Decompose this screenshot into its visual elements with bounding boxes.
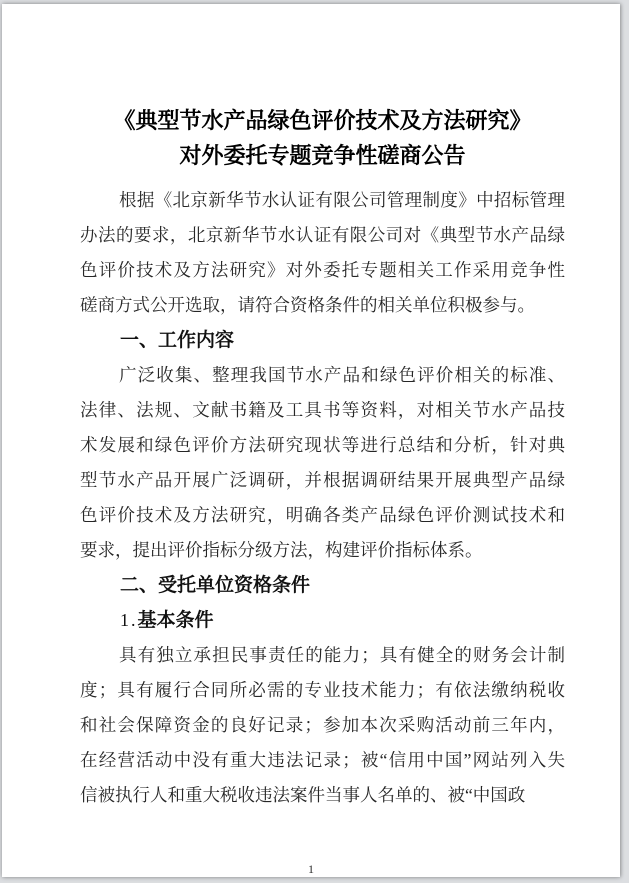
- body-line: 型节水产品开展广泛调研，并根据调研结果开展典型产品绿: [80, 470, 565, 490]
- section-heading-3: [80, 603, 565, 638]
- body-line: 术发展和绿色评价方法研究现状等进行总结和分析，针对典: [80, 435, 565, 455]
- heading-number: 1.: [120, 610, 138, 630]
- heading-label: 基本条件: [137, 610, 214, 631]
- body-line: 度；具有履行合同所必需的专业技术能力；有依法缴纳税收: [80, 680, 565, 700]
- body-line: 信被执行人和重大税收违法案件当事人名单的、被“中国政: [80, 785, 526, 805]
- body-line: 办法的要求，北京新华节水认证有限公司对《典型节水产品绿: [80, 225, 565, 245]
- paragraph-1: [80, 183, 565, 323]
- body-line: 色评价技术及方法研究》对外委托专题相关工作采用竞争性: [80, 260, 565, 280]
- title-line-2: 对外委托专题竞争性磋商公告: [179, 143, 466, 168]
- section-heading-2: 二、受托单位资格条件: [120, 575, 311, 596]
- document-page: [2, 4, 620, 877]
- document-title: [80, 103, 565, 173]
- section-heading-1: 一、工作内容: [120, 330, 235, 351]
- body-line: 在经营活动中没有重大违法记录；被“信用中国”网站列入失: [80, 750, 565, 770]
- body-line: 广泛收集、整理我国节水产品和绿色评价相关的标准、: [119, 365, 565, 385]
- paragraph-2: [80, 358, 565, 568]
- body-line: 法律、法规、文献书籍及工具书等资料，对相关节水产品技: [80, 400, 565, 420]
- page-content: [2, 4, 620, 813]
- title-line-1: 《典型节水产品绿色评价技术及方法研究》: [113, 108, 532, 133]
- body-line: 要求，提出评价指标分级方法，构建评价指标体系。: [80, 540, 483, 560]
- paragraph-3: [80, 638, 565, 813]
- body-line: 和社会保障资金的良好记录；参加本次采购活动前三年内，: [80, 715, 565, 735]
- page-number: 1: [308, 862, 314, 876]
- body-line: 具有独立承担民事责任的能力；具有健全的财务会计制: [119, 645, 565, 665]
- body-line: 磋商方式公开选取，请符合资格条件的相关单位积极参与。: [80, 295, 535, 315]
- body-line: 色评价技术及方法研究，明确各类产品绿色评价测试技术和: [80, 505, 565, 525]
- body-line: 根据《北京新华节水认证有限公司管理制度》中招标管理: [119, 190, 565, 210]
